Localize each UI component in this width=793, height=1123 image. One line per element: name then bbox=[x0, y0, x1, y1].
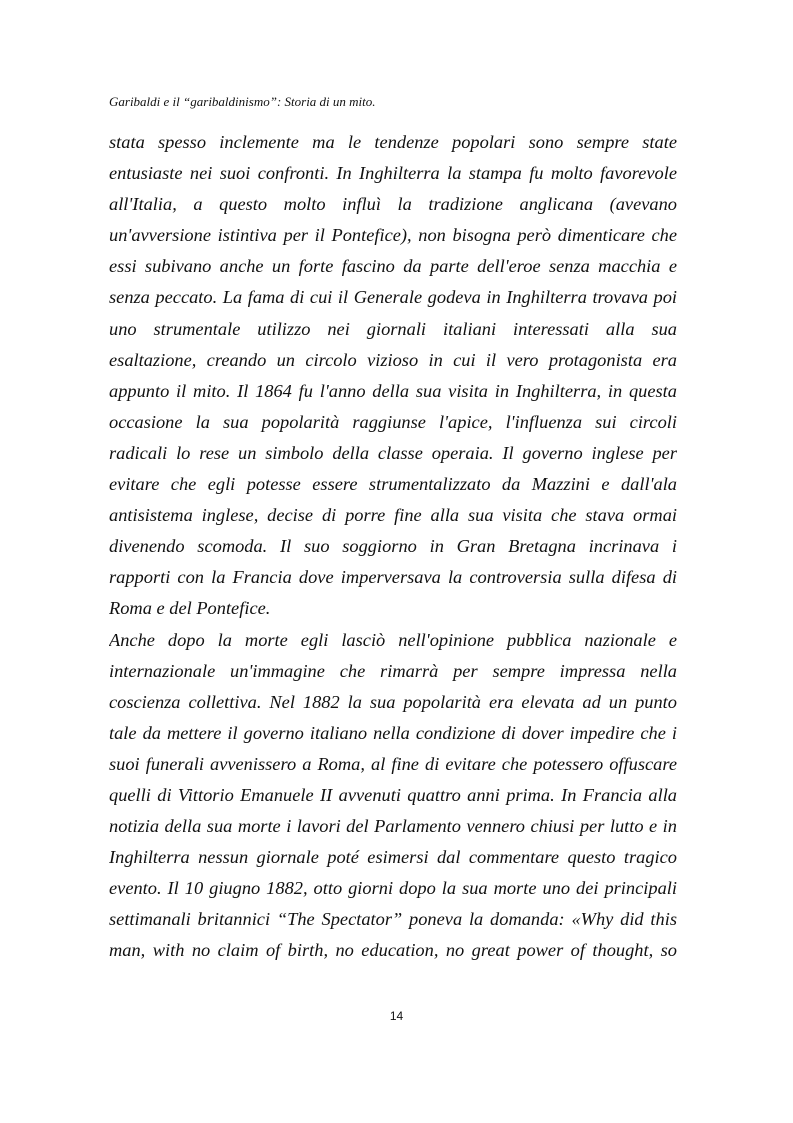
text-line: occasione la sua popolarità raggiunse l'apice, l'influenza sui circoli bbox=[109, 411, 677, 432]
running-header: Garibaldi e il “garibaldinismo”: Storia di un mito. bbox=[109, 94, 376, 109]
text-line: appunto il mito. Il 1864 fu l'anno della sua visita in Inghilterra, in questa bbox=[109, 380, 677, 401]
text-line: uno strumentale utilizzo nei giornali italiani interessati alla sua bbox=[109, 318, 677, 339]
text-line: internazionale un'immagine che rimarrà per sempre impressa nella bbox=[109, 660, 677, 681]
text-line: rapporti con la Francia dove imperversava la controversia sulla difesa di bbox=[109, 567, 677, 588]
text-line: esaltazione, creando un circolo vizioso in cui il vero protagonista era bbox=[109, 349, 677, 370]
text-line: radicali lo rese un simbolo della classe operaia. Il governo inglese per bbox=[109, 442, 677, 463]
text-line: essi subivano anche un forte fascino da parte dell'eroe senza macchia e bbox=[109, 256, 677, 277]
text-line: tale da mettere il governo italiano nella condizione di dover impedire che i bbox=[109, 722, 677, 743]
text-line: stata spesso inclemente ma le tendenze popolari sono sempre state bbox=[109, 132, 677, 152]
paragraph-end-line: Roma e del Pontefice. bbox=[109, 598, 271, 619]
text-line: all'Italia, a questo molto influì la tradizione anglicana (avevano bbox=[109, 194, 677, 215]
body-text bbox=[109, 127, 677, 967]
text-line: senza peccato. La fama di cui il Generale godeva in Inghilterra trovava poi bbox=[109, 287, 677, 308]
paragraph-start-line: Anche dopo la morte egli lasciò nell'opinione pubblica nazionale e bbox=[109, 629, 677, 650]
text-line: settimanali britannici “The Spectator” poneva la domanda: «Why did this bbox=[109, 909, 677, 930]
text-line: evitare che egli potesse essere strumentalizzato da Mazzini e dall'ala bbox=[109, 474, 677, 495]
text-line: antisistema inglese, decise di porre fine alla sua visita che stava ormai bbox=[109, 505, 677, 526]
text-line: entusiaste nei suoi confronti. In Inghilterra la stampa fu molto favorevole bbox=[109, 163, 677, 184]
text-line: quelli di Vittorio Emanuele II avvenuti quattro anni prima. In Francia alla bbox=[109, 784, 677, 805]
text-line: evento. Il 10 giugno 1882, otto giorni dopo la sua morte uno dei principali bbox=[109, 878, 677, 899]
text-line: divenendo scomoda. Il suo soggiorno in Gran Bretagna incrinava i bbox=[109, 536, 677, 557]
text-line: man, with no claim of birth, no education, no great power of thought, so bbox=[109, 940, 677, 961]
page-number: 14 bbox=[389, 1009, 404, 1023]
text-line: suoi funerali avvenissero a Roma, al fine di evitare che potessero offuscare bbox=[109, 753, 677, 774]
text-line: Inghilterra nessun giornale poté esimersi dal commentare questo tragico bbox=[109, 847, 677, 868]
text-line: un'avversione istintiva per il Pontefice), non bisogna però dimenticare che bbox=[109, 225, 677, 246]
text-line: coscienza collettiva. Nel 1882 la sua popolarità era elevata ad un punto bbox=[109, 691, 677, 712]
text-line: notizia della sua morte i lavori del Parlamento vennero chiusi per lutto e in bbox=[109, 816, 677, 837]
